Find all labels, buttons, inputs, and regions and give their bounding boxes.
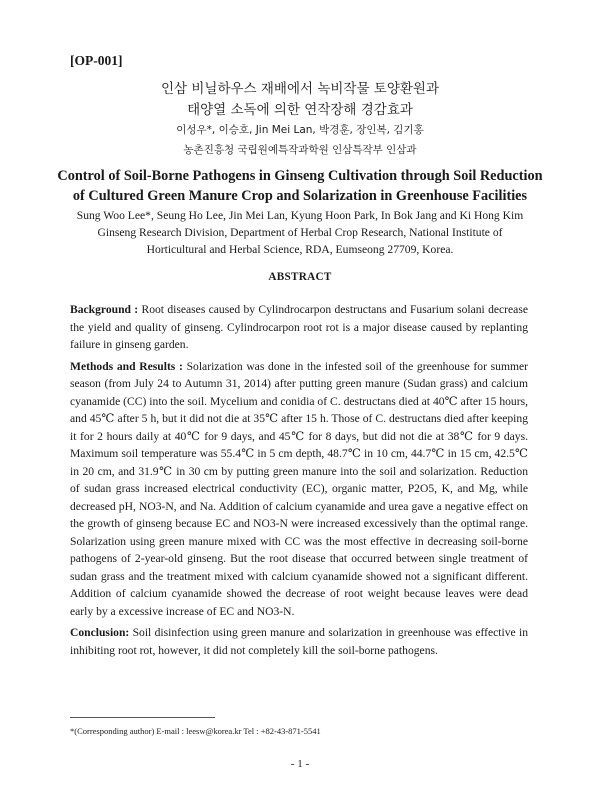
methods-text: Solarization was done in the infested soil of the greenhouse for summer season (from July 24 to Autumn 31, 2014) after putting green manure (Sudan grass) and calcium cyanamide (CC) into the soil. Mycelium and conidia of C. destructans died at 40℃ after 15 hours, and 45℃ after 5 h, but it did not die at 35℃ after 15 h. Those of C. destructans died after keeping it for 2 hours daily at 40℃ for 9 days, and 45℃ for 8 days, but did not die at 38℃ for 9 days. Maximum soil temperature was 55.4℃ in 5 cm depth, 48.7℃ in 10 cm, 44.7℃ in 15 cm, 42.5℃ in 20 cm, and 31.9℃ in 30 cm by putting green manure into the soil and solarization. Reduction of sudan grass increased electrical conductivity (EC), organic matter, P2O5, K, and Mg, while decreased pH, NO3-N, and Na. Addition of calcium cyanamide and urea gave a negative effect on the growth of ginseng because EC and NO3-N were increased excessively than the optimal range. Solarization using green manure mixed with CC was the most effective in decreasing soil-borne pathogens of 2-year-old ginseng. But the root disease that occurred between single treatment of sudan grass and the treatment mixed with calcium cyanamide showed not a significant different. Addition of calcium cyanamide showed the decrease of root weight because leaves were dead early by a excessive increase of EC and NO3-N. (70, 359, 528, 618)
background-text: Root diseases caused by Cylindrocarpon destructans and Fusarium solani decrease the yield and quality of ginseng. Cylindrocarpon root rot is a major disease caused by replanting failure in ginseng garden. (70, 303, 528, 351)
abstract-code: [OP-001] (70, 53, 123, 68)
abstract-body (70, 301, 528, 663)
korean-title-line1: 인삼 비닐하우스 재배에서 녹비작물 토양환원과 (161, 81, 439, 97)
methods-label: Methods and Results : (70, 359, 183, 373)
footnote-divider (70, 717, 215, 718)
methods-paragraph (70, 358, 528, 621)
page-number: - 1 - (290, 758, 310, 770)
conclusion-text: Soil disinfection using green manure and solarization in greenhouse was effective in inhibiting root rot, however, it did not completely kill the soil-borne pathogens. (70, 626, 528, 657)
english-affiliation-line2: Horticultural and Herbal Science, RDA, Eumseong 27709, Korea. (146, 243, 454, 256)
conclusion-paragraph (70, 624, 528, 659)
korean-affiliation: 농촌진흥청 국립원예특작과학원 인삼특작부 인삼과 (183, 144, 417, 156)
english-title-line2: of Cultured Green Manure Crop and Solarization in Greenhouse Facilities (72, 188, 528, 204)
korean-authors: 이성우*, 이승호, Jin Mei Lan, 박경훈, 장인복, 김기홍 (176, 124, 424, 136)
background-paragraph (70, 301, 528, 354)
english-title-line1: Control of Soil-Borne Pathogens in Ginseng Cultivation through Soil Reduction (57, 168, 543, 184)
korean-title-line2: 태양열 소독에 의한 연작장해 경감효과 (187, 102, 413, 118)
english-authors: Sung Woo Lee*, Seung Ho Lee, Jin Mei Lan, Kyung Hoon Park, In Bok Jang and Ki Hong Kim (76, 209, 524, 222)
conclusion-label: Conclusion: (70, 626, 130, 639)
abstract-heading: ABSTRACT (268, 271, 332, 283)
corresponding-author-footnote: *(Corresponding author) E-mail : leesw@korea.kr Tel : +82-43-871-5541 (70, 726, 321, 736)
english-affiliation-line1: Ginseng Research Division, Department of Herbal Crop Research, National Institute of (97, 226, 503, 239)
background-label: Background : (70, 303, 139, 316)
